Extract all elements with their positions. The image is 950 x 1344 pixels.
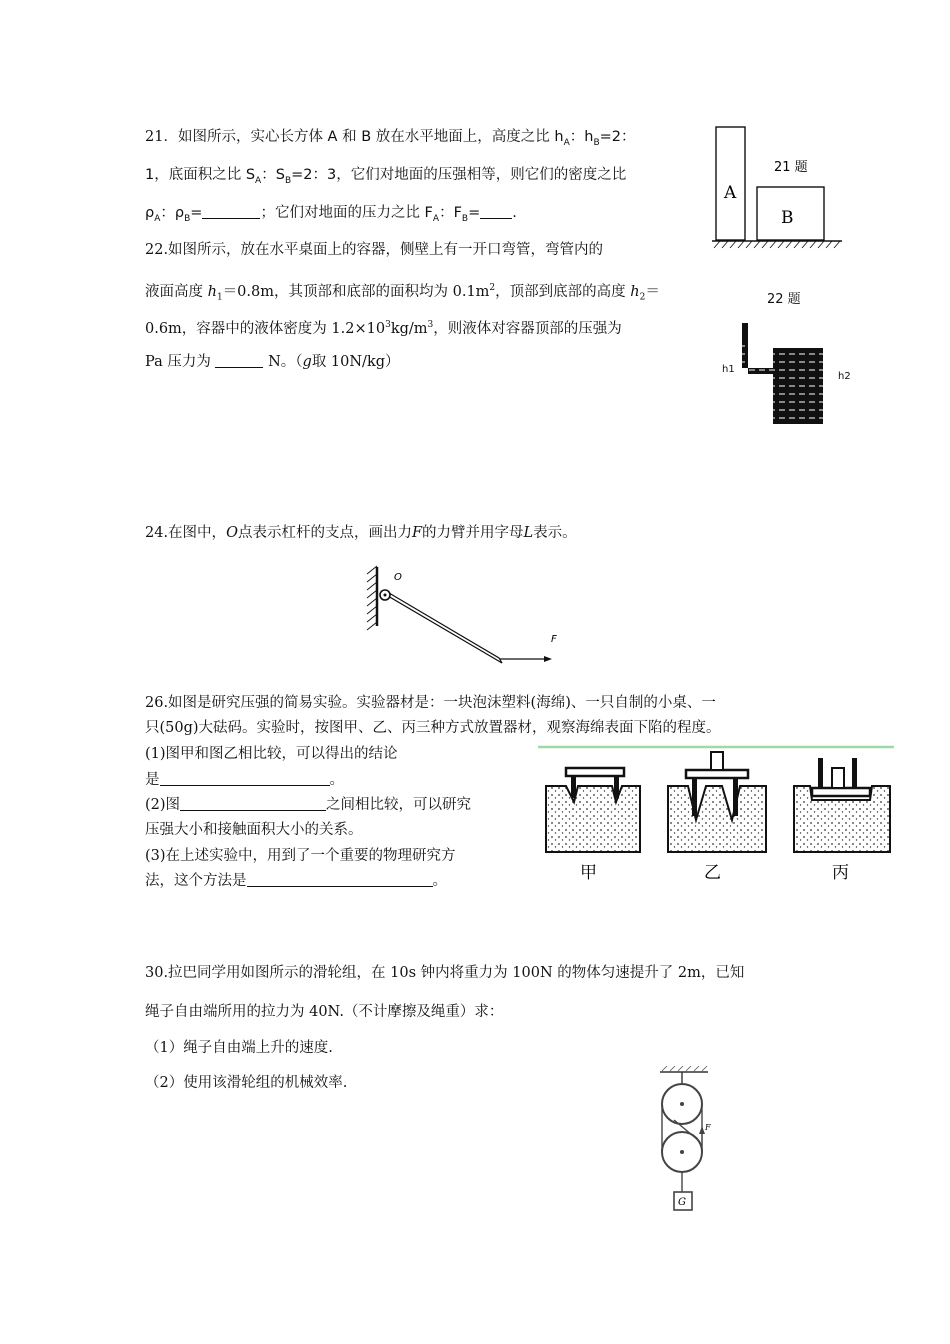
q22-figure	[718, 318, 838, 428]
h1-label: h1	[722, 364, 735, 375]
movable-pulley-axle	[680, 1150, 684, 1154]
pivot-center	[384, 594, 387, 597]
label-jia: 甲	[580, 863, 597, 883]
h2-label: h2	[838, 371, 851, 382]
table-leg-bing-left	[818, 758, 823, 788]
q22-line-3: 0.6m，容器中的液体密度为 $1.2\times 10^3kg/m^3$，则液体对容器顶部的压强为	[145, 320, 622, 337]
q26-line-7: (3)在上述实验中，用到了一个重要的物理研究方	[145, 848, 456, 864]
q26-line-3: (1)图甲和图乙相比较，可以得出的结论	[145, 746, 398, 762]
pivot-label: O	[394, 572, 402, 583]
label-yi: 乙	[704, 863, 721, 883]
force-arrow-head	[544, 656, 552, 662]
q26-figures-blank[interactable]	[180, 796, 326, 811]
table-top-jia	[566, 768, 624, 776]
force-label: F	[551, 634, 557, 645]
q22-line-4: Pa 压力为 N。（g取 10N/kg）	[145, 354, 400, 370]
q30-line-3: （1）绳子自由端上升的速度.	[145, 1040, 333, 1056]
pull-force-label: F	[705, 1123, 711, 1132]
table-top-bing	[812, 788, 870, 796]
weight-bing	[832, 768, 844, 788]
q30-line-2: 绳子自由端所用的拉力为 40N.（不计摩擦及绳重）求：	[145, 1004, 504, 1020]
q21-figure	[710, 120, 850, 250]
weight-yi	[711, 752, 723, 770]
q21-line-3: $\rho_A$：$\rho_B=$ ；它们对地面的压力之比 $F_A$：$F_B=$ .	[145, 205, 517, 224]
q26-conclusion-blank[interactable]	[160, 771, 330, 786]
q26-line-4: 是 。	[145, 772, 344, 788]
q26-line-1: 26.如图是研究压强的简易实验。实验器材是：一块泡沫塑料(海绵)、一只自制的小桌、一	[145, 695, 716, 711]
q22-line-2: 液面高度 $h_1=0.8m$，其顶部和底部的面积均为 $0.1m^2$，顶部到底部的高度 $h_2=$	[145, 283, 660, 303]
container-liquid	[773, 348, 823, 424]
sponge-jia	[546, 786, 640, 852]
q21-figure-title: 21 题	[774, 160, 808, 175]
weight-label: G	[678, 1197, 686, 1208]
q26-line-5: (2)图 之间相比较，可以研究	[145, 797, 472, 813]
table-leg-bing-right	[852, 758, 857, 788]
q22-line-1: 22.如图所示，放在水平桌面上的容器，侧壁上有一开口弯管，弯管内的	[145, 242, 604, 258]
wall-hatch	[367, 566, 377, 630]
q24-lever-figure	[360, 562, 560, 672]
sponge-yi	[668, 786, 766, 852]
q26-line-2: 只(50g)大砝码。实验时，按图甲、乙、丙三种方式放置器材，观察海绵表面下陷的程度。	[145, 720, 721, 736]
lever	[384, 590, 502, 663]
q26-line-6: 压强大小和接触面积大小的关系。	[145, 822, 363, 838]
q26-sponge-figure	[536, 744, 896, 884]
label-bing: 丙	[832, 863, 849, 883]
q21-line-2: 1，底面积之比 $S_A$：$S_B=2$：3，它们对地面的压强相等，则它们的密度之比	[145, 167, 627, 186]
q21-density-blank[interactable]	[202, 204, 260, 219]
block-b-label: B	[781, 208, 794, 228]
block-a-label: A	[724, 183, 737, 203]
q26-method-blank[interactable]	[247, 872, 433, 887]
q30-line-4: （2）使用该滑轮组的机械效率.	[145, 1075, 348, 1091]
table-leg-jia-left	[571, 776, 576, 798]
q26-line-8: 法，这个方法是 。	[145, 873, 447, 889]
table-top-yi	[686, 770, 748, 778]
q22-figure-title: 22 题	[767, 292, 801, 307]
q30-pulley-figure	[652, 1064, 722, 1216]
tube-top	[742, 323, 748, 341]
fixed-pulley-axle	[680, 1102, 684, 1106]
q21-line-1: 21．如图所示，实心长方体 A 和 B 放在水平地面上，高度之比 $h_A$：$h_B=2$：	[145, 129, 636, 148]
q22-force-blank[interactable]	[215, 353, 263, 368]
q21-force-blank[interactable]	[480, 204, 512, 219]
ceiling-hatch	[662, 1066, 707, 1071]
table-leg-yi-left	[692, 778, 697, 816]
q30-line-1: 30.拉巴同学用如图所示的滑轮组，在 10s 钟内将重力为 100N 的物体匀速提升了 2m，已知	[145, 965, 745, 981]
table-leg-yi-right	[733, 778, 738, 816]
q24-line-1: 24.在图中，O点表示杠杆的支点，画出力F的力臂并用字母L表示。	[145, 525, 577, 541]
table-leg-jia-right	[614, 776, 619, 798]
ground-hatch	[714, 241, 840, 248]
